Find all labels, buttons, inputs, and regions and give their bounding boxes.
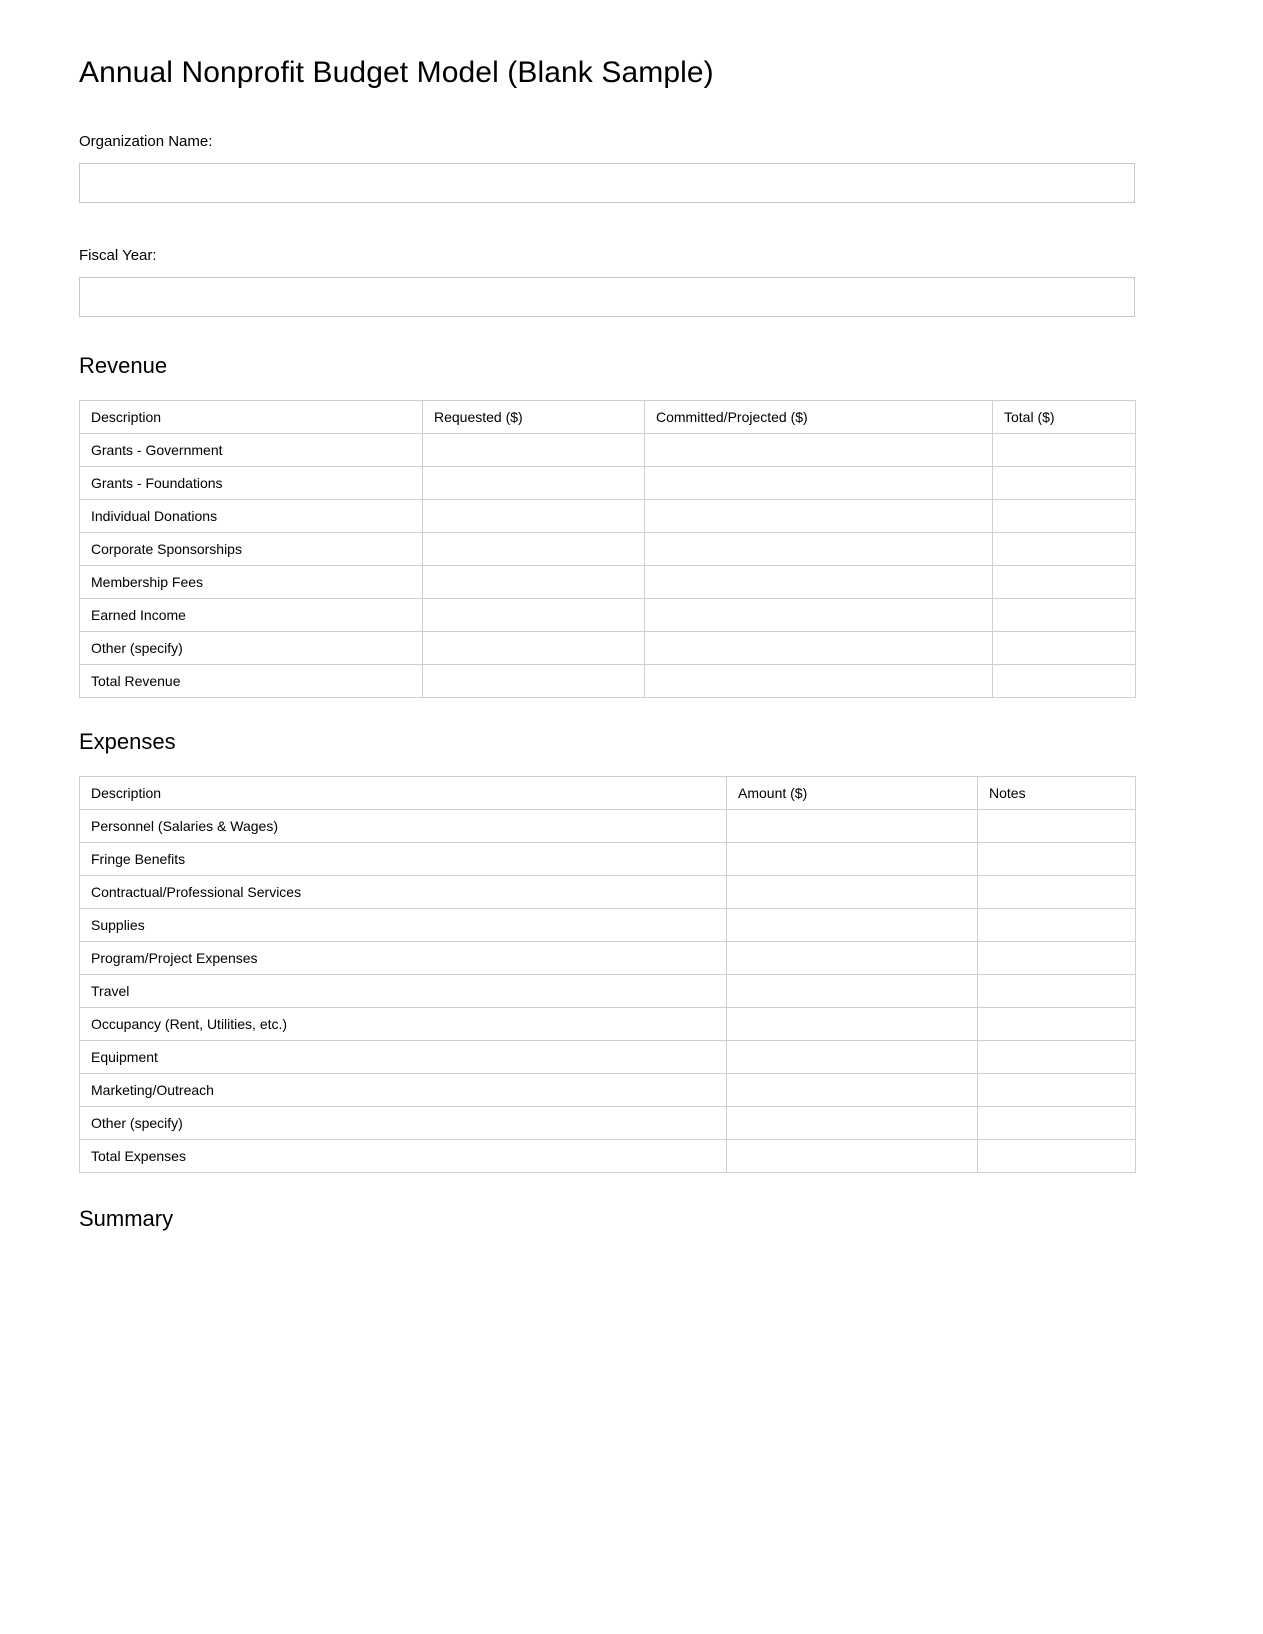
revenue-cell-total[interactable] [993, 632, 1136, 665]
expenses-cell-amount[interactable] [727, 1140, 978, 1173]
revenue-cell-requested[interactable] [423, 533, 645, 566]
expenses-cell-amount[interactable] [727, 1107, 978, 1140]
table-row [80, 975, 1136, 1008]
revenue-section [79, 353, 1135, 698]
revenue-col-description: Description [80, 401, 423, 434]
expenses-row-label: Fringe Benefits [80, 843, 727, 876]
revenue-col-committed-projected: Committed/Projected ($) [645, 401, 993, 434]
revenue-cell-requested[interactable] [423, 566, 645, 599]
expenses-header-row [80, 777, 1136, 810]
table-row [80, 467, 1136, 500]
expenses-cell-amount[interactable] [727, 876, 978, 909]
revenue-cell-committed_projected[interactable] [645, 566, 993, 599]
revenue-table [79, 400, 1136, 698]
revenue-cell-requested[interactable] [423, 632, 645, 665]
revenue-cell-total[interactable] [993, 467, 1136, 500]
expenses-section [79, 729, 1135, 1173]
table-row [80, 665, 1136, 698]
table-row [80, 566, 1136, 599]
revenue-cell-committed_projected[interactable] [645, 467, 993, 500]
revenue-cell-total[interactable] [993, 566, 1136, 599]
expenses-row-label: Travel [80, 975, 727, 1008]
revenue-col-total: Total ($) [993, 401, 1136, 434]
expenses-cell-amount[interactable] [727, 1041, 978, 1074]
expenses-cell-amount[interactable] [727, 942, 978, 975]
organization-name-field-group [79, 132, 1135, 203]
revenue-cell-committed_projected[interactable] [645, 434, 993, 467]
revenue-cell-total[interactable] [993, 533, 1136, 566]
expenses-cell-notes[interactable] [978, 975, 1136, 1008]
revenue-cell-committed_projected[interactable] [645, 599, 993, 632]
table-row [80, 1008, 1136, 1041]
revenue-cell-total[interactable] [993, 500, 1136, 533]
revenue-cell-total[interactable] [993, 434, 1136, 467]
expenses-row-label: Total Expenses [80, 1140, 727, 1173]
expenses-table-wrapper [79, 776, 1135, 1173]
revenue-cell-requested[interactable] [423, 467, 645, 500]
table-row [80, 1107, 1136, 1140]
organization-name-input[interactable] [79, 163, 1135, 203]
expenses-cell-amount[interactable] [727, 909, 978, 942]
expenses-row-label: Other (specify) [80, 1107, 727, 1140]
revenue-header-row [80, 401, 1136, 434]
summary-section [79, 1206, 1135, 1232]
revenue-cell-requested[interactable] [423, 500, 645, 533]
expenses-table-body [80, 810, 1136, 1173]
expenses-cell-amount[interactable] [727, 1074, 978, 1107]
revenue-cell-total[interactable] [993, 665, 1136, 698]
expenses-col-amount: Amount ($) [727, 777, 978, 810]
revenue-cell-requested[interactable] [423, 665, 645, 698]
table-row [80, 909, 1136, 942]
revenue-cell-requested[interactable] [423, 599, 645, 632]
fiscal-year-field-group [79, 246, 1135, 317]
organization-name-label: Organization Name: [79, 133, 213, 150]
expenses-table-head [80, 777, 1136, 810]
table-row [80, 434, 1136, 467]
revenue-cell-total[interactable] [993, 599, 1136, 632]
table-row [80, 632, 1136, 665]
table-row [80, 843, 1136, 876]
expenses-table [79, 776, 1136, 1173]
expenses-cell-amount[interactable] [727, 975, 978, 1008]
table-row [80, 1074, 1136, 1107]
expenses-heading: Expenses [79, 729, 176, 754]
expenses-row-label: Personnel (Salaries & Wages) [80, 810, 727, 843]
revenue-row-label: Earned Income [80, 599, 423, 632]
expenses-cell-amount[interactable] [727, 810, 978, 843]
table-row [80, 876, 1136, 909]
expenses-cell-notes[interactable] [978, 1041, 1136, 1074]
revenue-table-body [80, 434, 1136, 698]
revenue-cell-requested[interactable] [423, 434, 645, 467]
revenue-row-label: Grants - Foundations [80, 467, 423, 500]
expenses-cell-notes[interactable] [978, 1074, 1136, 1107]
expenses-cell-notes[interactable] [978, 810, 1136, 843]
expenses-row-label: Marketing/Outreach [80, 1074, 727, 1107]
table-row [80, 599, 1136, 632]
revenue-row-label: Membership Fees [80, 566, 423, 599]
revenue-heading: Revenue [79, 353, 168, 378]
expenses-cell-amount[interactable] [727, 843, 978, 876]
fiscal-year-input[interactable] [79, 277, 1135, 317]
revenue-col-requested: Requested ($) [423, 401, 645, 434]
table-row [80, 1041, 1136, 1074]
revenue-cell-committed_projected[interactable] [645, 665, 993, 698]
expenses-row-label: Occupancy (Rent, Utilities, etc.) [80, 1008, 727, 1041]
expenses-row-label: Supplies [80, 909, 727, 942]
revenue-row-label: Other (specify) [80, 632, 423, 665]
expenses-row-label: Contractual/Professional Services [80, 876, 727, 909]
table-row [80, 810, 1136, 843]
table-row [80, 533, 1136, 566]
expenses-row-label: Program/Project Expenses [80, 942, 727, 975]
revenue-cell-committed_projected[interactable] [645, 533, 993, 566]
expenses-cell-notes[interactable] [978, 1008, 1136, 1041]
page-title: Annual Nonprofit Budget Model (Blank Sample) [79, 56, 714, 89]
table-row [80, 1140, 1136, 1173]
revenue-cell-committed_projected[interactable] [645, 500, 993, 533]
table-row [80, 500, 1136, 533]
revenue-row-label: Total Revenue [80, 665, 423, 698]
expenses-cell-amount[interactable] [727, 1008, 978, 1041]
summary-heading: Summary [79, 1206, 174, 1231]
expenses-cell-notes[interactable] [978, 876, 1136, 909]
expenses-col-notes: Notes [978, 777, 1136, 810]
expenses-cell-notes[interactable] [978, 909, 1136, 942]
expenses-cell-notes[interactable] [978, 942, 1136, 975]
expenses-cell-notes[interactable] [978, 1140, 1136, 1173]
table-row [80, 942, 1136, 975]
fiscal-year-label: Fiscal Year: [79, 247, 157, 264]
revenue-row-label: Corporate Sponsorships [80, 533, 423, 566]
revenue-table-wrapper [79, 400, 1135, 698]
expenses-col-description: Description [80, 777, 727, 810]
revenue-table-head [80, 401, 1136, 434]
revenue-row-label: Grants - Government [80, 434, 423, 467]
expenses-cell-notes[interactable] [978, 1107, 1136, 1140]
revenue-row-label: Individual Donations [80, 500, 423, 533]
revenue-cell-committed_projected[interactable] [645, 632, 993, 665]
expenses-row-label: Equipment [80, 1041, 727, 1074]
expenses-cell-notes[interactable] [978, 843, 1136, 876]
